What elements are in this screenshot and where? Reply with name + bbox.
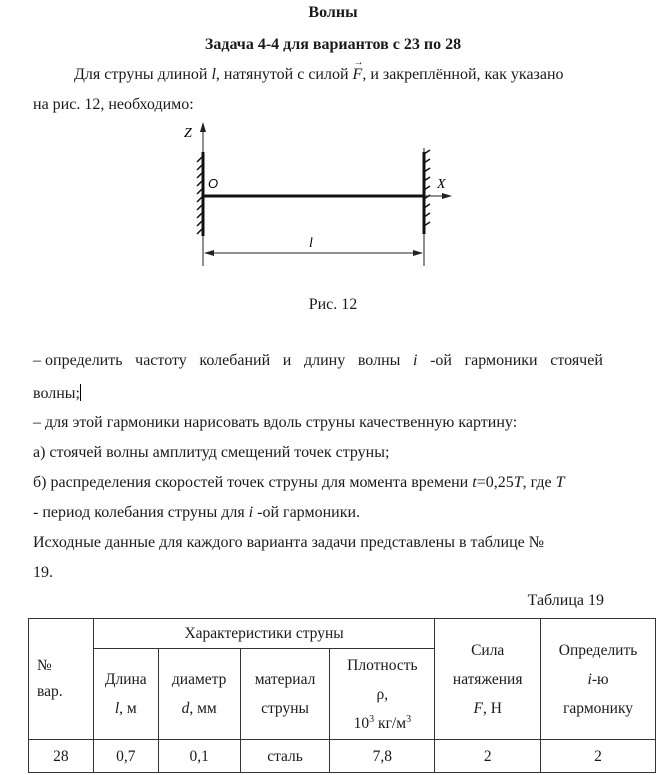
header-material-line-1: материал — [254, 671, 316, 688]
header-length-line-1: Длина — [104, 671, 147, 688]
unit: , м — [119, 700, 137, 717]
header-force — [435, 619, 541, 740]
word: стоячей — [550, 352, 603, 369]
task-4-text-1: б) распределения скоростей точек струны для момента времени — [33, 474, 473, 491]
cell-harmonic: 2 — [541, 740, 656, 773]
header-material — [240, 649, 330, 740]
figure-string-diagram — [170, 118, 470, 268]
task-6-line-1: Исходные данные для каждого варианта задачи представлены в таблице № — [33, 534, 545, 551]
section-heading: Волны — [308, 4, 358, 21]
header-length-line-2 — [94, 694, 158, 723]
unit: , мм — [189, 700, 217, 717]
intro-text-2: , натянутой с силой — [215, 66, 353, 83]
figure-caption: Рис. 12 — [308, 296, 358, 313]
axis-z-label: Z — [184, 126, 192, 141]
task-6-line-2: 19. — [33, 564, 53, 581]
var-i: i — [413, 352, 418, 369]
length-label: l — [309, 236, 313, 251]
unit: кг/м — [374, 714, 407, 732]
header-variant-line-2: вар. — [37, 683, 63, 700]
task-4-text-2: =0,25 — [476, 474, 514, 491]
table-header-row-1 — [29, 619, 656, 649]
word: длину — [303, 352, 346, 369]
unit-exponent: 3 — [369, 713, 375, 725]
task-1-line-1 — [33, 352, 603, 370]
header-variant — [29, 619, 94, 740]
intro-line-2: на рис. 12, необходимо: — [33, 96, 194, 113]
header-harmonic-line-1: Определить — [558, 641, 638, 659]
header-harmonic-line-2 — [541, 665, 655, 694]
var-T: T — [555, 474, 565, 491]
suffix: -ю — [591, 670, 609, 688]
var-F: F — [473, 699, 483, 717]
var-i: i — [248, 504, 254, 521]
table-caption: Таблица 19 — [527, 592, 604, 609]
var-l: l — [114, 700, 120, 717]
unit-base: 10 — [353, 714, 370, 732]
origin-label: O — [208, 176, 219, 191]
header-length — [93, 649, 158, 740]
task-1-line-2-text: волны; — [33, 385, 80, 402]
header-variant-line-1: № — [37, 657, 52, 674]
header-diameter-line-1: диаметр — [171, 671, 227, 688]
task-5-text-2: -ой гармоники. — [253, 504, 361, 521]
vector-arrow-icon: → — [353, 57, 364, 68]
task-5 — [33, 504, 360, 522]
task-4-text-3: , где — [522, 474, 556, 491]
header-diameter — [158, 649, 240, 740]
var-d: d — [181, 700, 190, 717]
header-harmonic — [541, 619, 656, 740]
dimension-arrow-right-icon — [413, 250, 423, 256]
header-force-line-2: натяжения — [452, 670, 523, 688]
header-force-line-3 — [435, 694, 540, 723]
var-T: T — [513, 474, 523, 491]
unit-exponent: 3 — [406, 713, 412, 725]
intro-text-3: , и закреплённой, как указано — [362, 66, 564, 83]
text-cursor — [80, 384, 81, 401]
dimension-arrow-left-icon — [204, 250, 214, 256]
var-t: t — [472, 474, 477, 491]
cell-length: 0,7 — [93, 740, 158, 773]
task-5-text-1: - период колебания струны для — [33, 504, 249, 521]
task-1-line-2[interactable] — [33, 384, 81, 403]
header-density-line-2: ρ, — [376, 685, 389, 703]
z-axis-arrow-icon — [200, 122, 206, 132]
cell-density: 7,8 — [330, 740, 435, 773]
header-material-line-2: струны — [261, 700, 309, 717]
word: – определить — [33, 352, 123, 369]
unit: , Н — [482, 699, 502, 717]
task-2: – для этой гармоники нарисовать вдоль струны качественную картину: — [33, 414, 518, 431]
cell-variant: 28 — [29, 740, 94, 773]
word: -ой — [430, 352, 452, 369]
var-i: i — [587, 670, 592, 688]
task-3: а) стоячей волны амплитуд смещений точек струны; — [33, 444, 390, 461]
task-title: Задача 4-4 для вариантов с 23 по 28 — [204, 36, 462, 53]
x-axis-arrow-icon — [442, 193, 452, 199]
header-density-line-3 — [330, 709, 434, 738]
word: частоту — [135, 352, 187, 369]
cell-material: сталь — [240, 740, 330, 773]
cell-diameter: 0,1 — [158, 740, 240, 773]
header-density — [330, 649, 435, 740]
cell-force: 2 — [435, 740, 541, 773]
var-l: l — [211, 66, 216, 83]
header-force-line-1: Сила — [471, 641, 505, 659]
task-4 — [33, 474, 565, 492]
table-row — [29, 740, 656, 773]
var-F: F — [352, 66, 363, 83]
axis-x-label: X — [437, 177, 446, 192]
word: волны — [357, 352, 401, 369]
header-diameter-line-2 — [159, 694, 240, 723]
header-harmonic-line-3: гармонику — [563, 699, 634, 717]
header-density-line-1: Плотность — [347, 656, 418, 674]
data-table — [28, 618, 656, 773]
word: колебаний — [199, 352, 271, 369]
vector-F — [352, 57, 364, 83]
word: гармоники — [464, 352, 538, 369]
word: и — [282, 352, 292, 369]
intro-line-1 — [74, 57, 564, 84]
header-group: Характеристики струны — [93, 619, 434, 649]
intro-text-1: Для струны длиной — [74, 66, 212, 83]
